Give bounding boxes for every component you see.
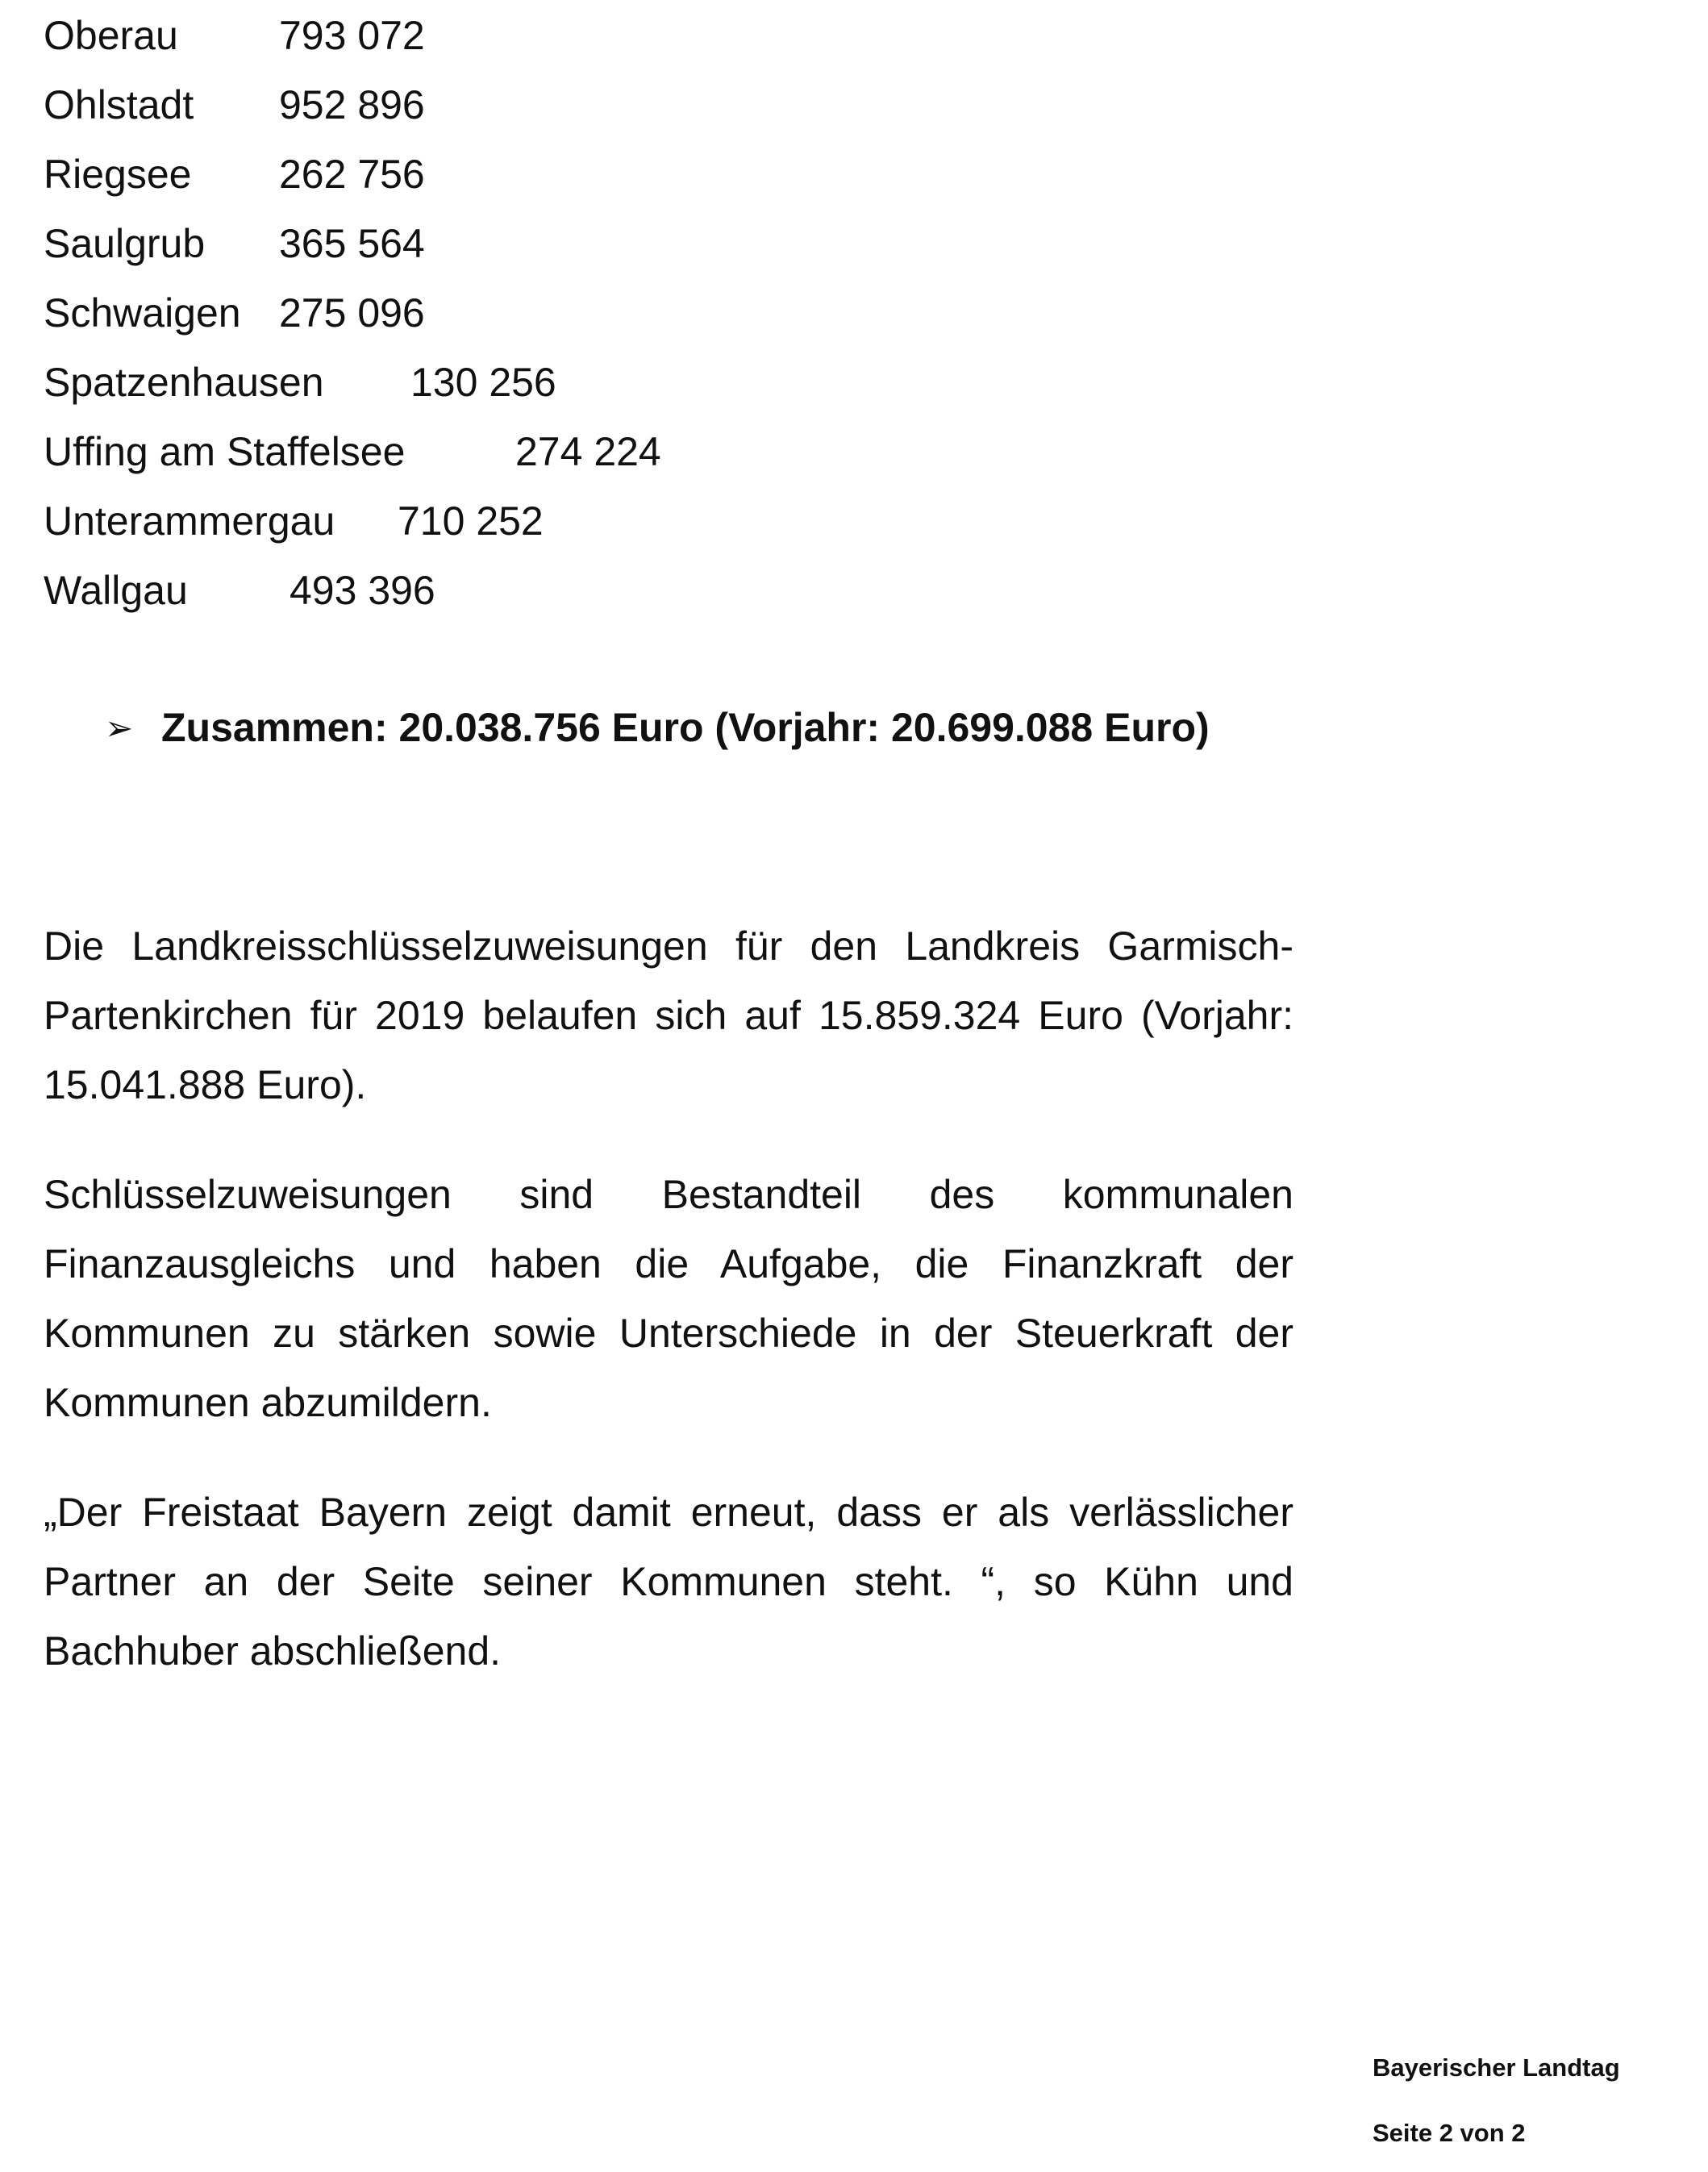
municipality-value: 130 256 <box>410 360 556 405</box>
municipality-name: Ohlstadt <box>44 82 194 127</box>
list-item <box>44 150 425 198</box>
municipality-value: 793 072 <box>279 13 425 58</box>
municipality-value: 710 252 <box>398 498 544 544</box>
list-item <box>44 219 425 268</box>
municipality-name: Oberau <box>44 13 178 58</box>
summary-text: Zusammen: 20.038.756 Euro (Vorjahr: 20.699.088 Euro) <box>161 705 1210 750</box>
municipality-name: Unterammergau <box>44 498 335 544</box>
arrow-bullet-icon: ➢ <box>105 709 134 747</box>
list-item <box>44 566 435 615</box>
paragraph-quote: „Der Freistaat Bayern zeigt damit erneut, dass er als verlässlicher Partner an der Seite seiner Kommunen steht. “, so Kühn und Bachhuber abschließend. <box>44 1490 1293 1674</box>
municipality-name: Uffing am Staffelsee <box>44 429 406 474</box>
municipality-name: Saulgrub <box>44 221 206 266</box>
list-item <box>44 497 544 545</box>
list-item <box>44 11 425 60</box>
municipality-value: 262 756 <box>279 152 425 197</box>
municipality-name: Spatzenhausen <box>44 360 324 405</box>
municipality-value: 275 096 <box>279 290 425 336</box>
list-item <box>44 289 425 337</box>
municipality-value: 274 224 <box>515 429 661 474</box>
municipality-value: 493 396 <box>290 568 435 613</box>
municipality-value: 952 896 <box>279 82 425 127</box>
page-number: Seite 2 von 2 <box>1373 2119 1526 2147</box>
footer-organization: Bayerischer Landtag <box>1373 2053 1620 2082</box>
paragraph-landkreis: Die Landkreisschlüsselzuweisungen für den Landkreis Garmisch-Partenkirchen für 2019 belaufen sich auf 15.859.324 Euro (Vorjahr: 15.041.888 Euro). <box>44 923 1293 1107</box>
list-item <box>44 427 661 476</box>
paragraph-definition: Schlüsselzuweisungen sind Bestandteil des kommunalen Finanzausgleichs und haben die Aufgabe, die Finanzkraft der Kommunen zu stärken sowie Unterschiede in der Steuerkraft der Kommunen abzumildern. <box>44 1172 1293 1425</box>
summary-line <box>105 703 1210 752</box>
list-item <box>44 81 425 129</box>
list-item <box>44 358 556 406</box>
municipality-name: Wallgau <box>44 568 188 613</box>
municipality-name: Riegsee <box>44 152 192 197</box>
municipality-value: 365 564 <box>279 221 425 266</box>
municipality-name: Schwaigen <box>44 290 241 336</box>
